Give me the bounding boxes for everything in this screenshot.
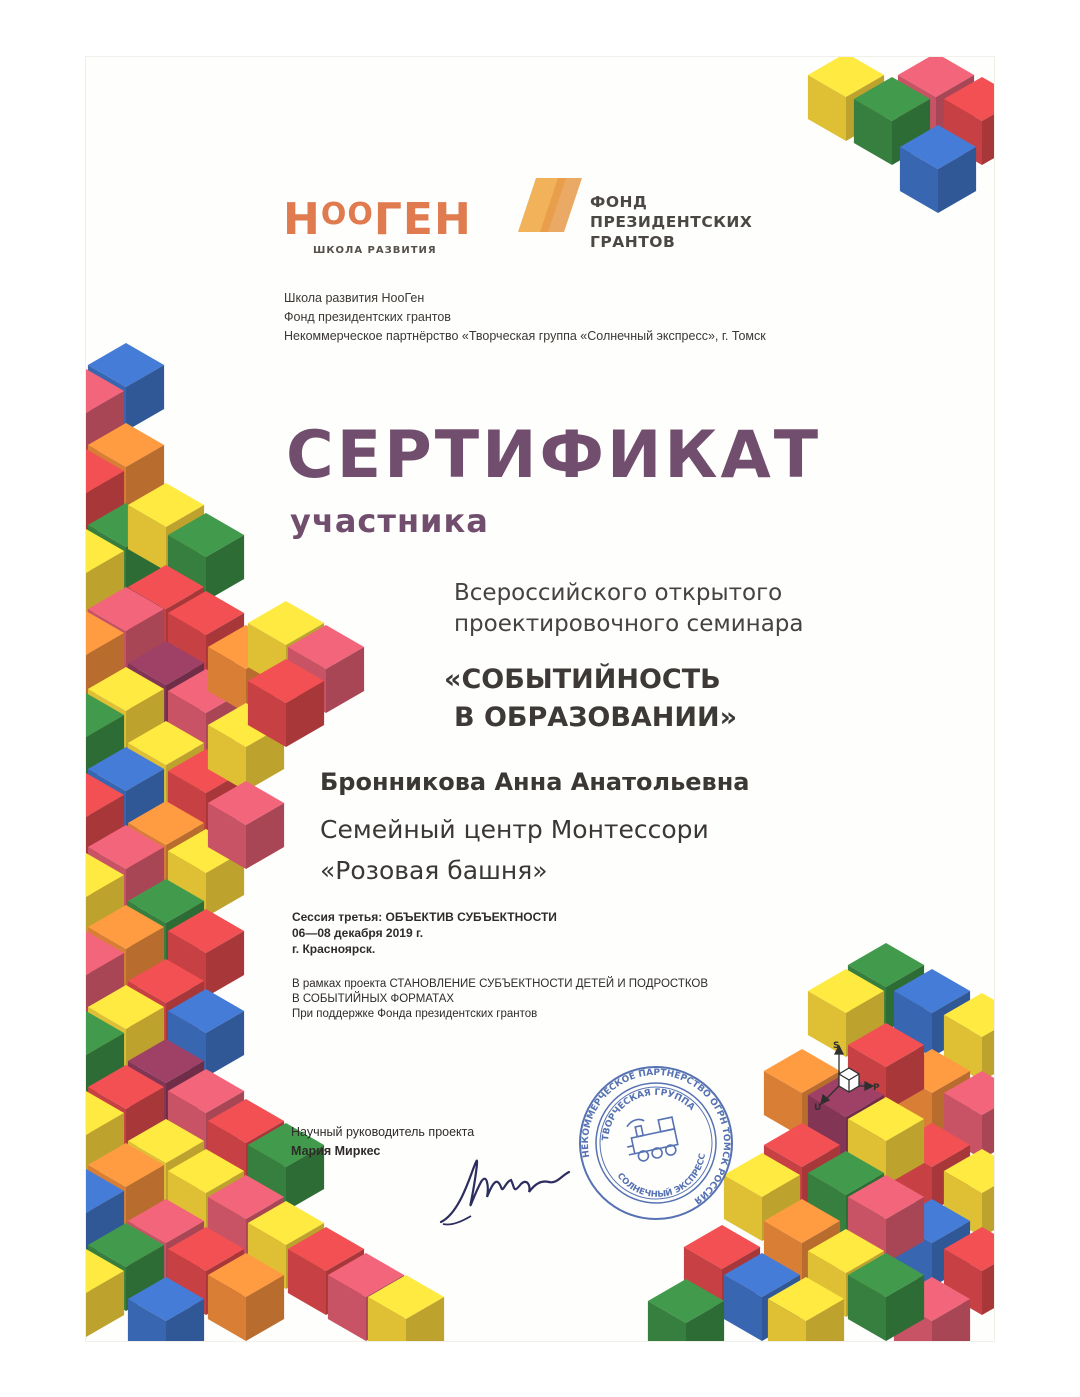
axis-label-right: P [873,1083,880,1093]
axis-label-top: S [833,1041,840,1051]
participant-org-line-2: «Розовая башня» [320,856,548,885]
project-info [292,977,708,1022]
certificate-sheet [86,57,994,1341]
project-line-2: В СОБЫТИЙНЫХ ФОРМАТАХ [292,993,455,1005]
noogen-wordmark: $Н^{ОО}ГЕН$ [283,194,472,245]
certificate-title: СЕРТИФИКАТ [286,418,822,493]
seminar-name-line-1: «СОБЫТИЙНОСТЬ [444,664,721,695]
seminar-line-2: проектировочного семинара [454,611,804,637]
session-line-3: г. Красноярск. [292,942,376,956]
seminar-name [444,661,737,737]
supervisor-name: Мария Миркес [291,1144,381,1158]
supervisor-label: Научный руководитель проекта [291,1125,475,1139]
seminar-name-line-2: В ОБРАЗОВАНИИ» [454,702,738,733]
noogen-logo [283,190,473,256]
presidential-grants-title [590,192,820,252]
seminar-line-1: Всероссийского открытого [454,580,783,606]
session-info [292,909,557,957]
session-line-2: 06—08 декабря 2019 г. [292,926,424,940]
fpg-line-2: ПРЕЗИДЕНТСКИХ [590,213,753,231]
noogen-tagline: ШКОЛА РАЗВИТИЯ [313,245,437,256]
presidential-grants-emblem-icon [518,170,588,240]
participant-organization [320,809,709,891]
stamp-inner-top-text: ТВОРЧЕСКАЯ ГРУППА [600,1087,697,1142]
fpg-line-1: ФОНД [590,193,648,211]
participant-name: Бронникова Анна Анатольевна [320,768,750,796]
project-line-3: При поддержке Фонда президентских грантов [292,1008,538,1020]
presidential-grants-logo [518,170,753,251]
organizer-item: Фонд президентских грантов [284,310,451,324]
certificate-subtitle: участника [290,502,489,540]
organization-stamp [571,1063,741,1223]
seminar-description [454,578,803,640]
session-line-1: Сессия третья: ОБЪЕКТИВ СУБЪЕКТНОСТИ [292,910,557,924]
axis-cube-icon [811,1040,881,1115]
organizer-item: Некоммерческое партнёрство «Творческая группа «Солнечный экспресс», г. Томск [284,329,766,343]
axis-label-left: U [814,1103,822,1113]
organizers-list [284,289,766,346]
stamp-outer-text: НЕКОММЕРЧЕСКОЕ ПАРТНЕРСТВО ОГРН ТОМСК РОССИЯ [580,1067,732,1206]
fpg-line-3: ГРАНТОВ [590,233,676,251]
stamp-inner-bottom-text: СОЛНЕЧНЫЙ ЭКСПРЕСС [614,1152,709,1201]
participant-org-line-1: Семейный центр Монтессори [320,815,709,844]
supervisor-signature [431,1142,581,1232]
organizer-item: Школа развития НооГен [284,291,425,305]
project-line-1: В рамках проекта СТАНОВЛЕНИЕ СУБЪЕКТНОСТИ ДЕТЕЙ И ПОДРОСТКОВ [292,978,709,990]
